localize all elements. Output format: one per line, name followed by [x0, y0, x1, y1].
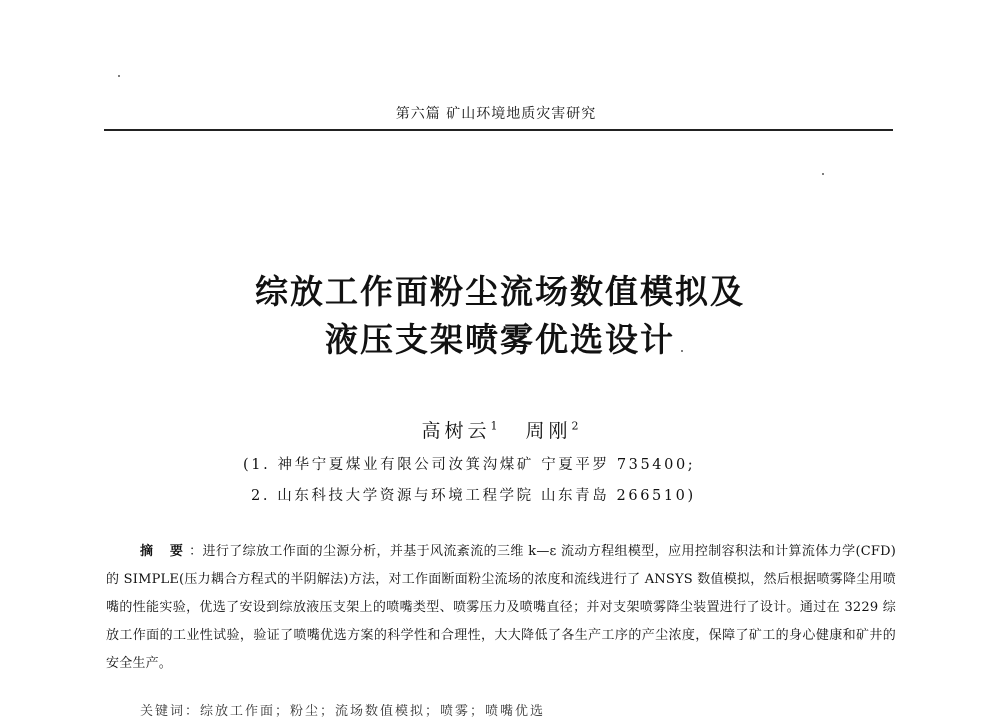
title-line-2: 液压支架喷雾优选设计: [325, 320, 675, 359]
affiliation-2: 2. 山东科技大学资源与环境工程学院 山东青岛 266510): [251, 488, 696, 504]
scan-speck: [681, 350, 683, 352]
abstract: 摘 要：进行了综放工作面的尘源分析，并基于风流紊流的三维 k—ε 流动方程组模型，应用控制容积法和计算流体力学(CFD)的 SIMPLE(压力耦合方程式的半阴解法)方法，对工作面断面粉尘流场的浓度和流线进行了 ANSYS 数值模拟，然后根据喷雾降尘用喷嘴的性能实验，优选了安设到综放液压支架上的喷嘴类型、喷雾压力及喷嘴直径；并对支架喷雾降尘装置进行了设计。通过在 3229 综放工作面的工业性试验，验证了喷嘴优选方案的科学性和合理性，大大降低了各生产工序的产尘浓度，保障了矿工的身心健康和矿井的安全生产。: [106, 544, 896, 671]
keywords-line: 关键词：综放工作面；粉尘；流场数值模拟；喷雾；喷嘴优选: [140, 704, 546, 719]
abstract-label: 摘 要: [140, 544, 190, 559]
author-line: [0, 416, 1000, 443]
author-name: 周刚: [525, 420, 572, 442]
running-head: 第六篇 矿山环境地质灾害研究: [395, 106, 597, 122]
paper-title: [0, 268, 1000, 364]
author-affiliation-mark: 1: [490, 419, 498, 433]
author-name: 高树云: [421, 420, 491, 442]
title-line-1: 综放工作面粉尘流场数值模拟及: [255, 272, 745, 311]
author-affiliation-mark: 2: [571, 419, 579, 433]
header-rule: [104, 129, 893, 131]
abstract-text: 进行了综放工作面的尘源分析，并基于风流紊流的三维 k—ε 流动方程组模型，应用控制容积法和计算流体力学(CFD)的 SIMPLE(压力耦合方程式的半阴解法)方法，对工作面断面粉尘流场的浓度和流线进行了 ANSYS 数值模拟，然后根据喷雾降尘用喷嘴的性能实验，优选了安设到综放液压支架上的喷嘴类型、喷雾压力及喷嘴直径；并对支架喷雾降尘装置进行了设计。通过在 3229 综放工作面的工业性试验，验证了喷嘴优选方案的科学性和合理性，大大降低了各生产工序的产尘浓度，保障了矿工的身心健康和矿井的安全生产。: [106, 544, 896, 671]
scan-speck: [118, 75, 120, 77]
scan-speck: [822, 173, 824, 175]
affiliation-1: (1. 神华宁夏煤业有限公司汝箕沟煤矿 宁夏平罗 735400;: [243, 457, 696, 473]
